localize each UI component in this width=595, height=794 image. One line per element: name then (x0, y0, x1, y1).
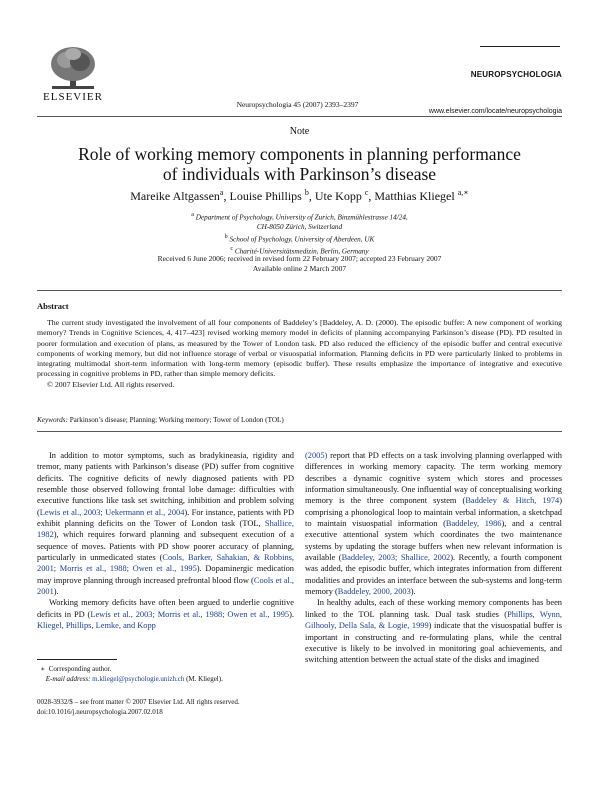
journal-url[interactable]: www.elsevier.com/locate/neuropsychologia (428, 108, 562, 115)
author-list: Mareike Altgassen$^a$, Louise Phillips $^b$, Ute Kopp $^c$, Matthias Kliegel $^{a,∗}$ (130, 188, 469, 203)
email-link[interactable]: m.kliegel@psychologie.unizh.ch (92, 674, 185, 683)
journal-name: NEUROPSYCHOLOGIA (470, 70, 562, 79)
title-line-1: Role of working memory components in planning performance (78, 144, 521, 164)
author-affil-marker[interactable]: a,∗ (457, 188, 469, 197)
paragraph: In healthy adults, each of these working memory components has been linked to the TOL planning task. Dual task studies (Phillips, Wynn, Gilhooly, Della Sala, & Logie, 1999) indicate that the visuospatial buffer is important in constructing and re-formulating plans, while the central executive is likely to be involved in monitoring goal achievements, and switching attention between the actual state of the disks and imagined (305, 598, 562, 665)
front-matter (37, 698, 337, 717)
citation-link[interactable]: Baddeley, 2000, 2003 (337, 587, 411, 597)
citation-link[interactable]: Cools et al., 2001 (37, 575, 295, 597)
title-line-2: of individuals with Parkinson’s disease (162, 164, 437, 184)
article-dates (37, 254, 562, 274)
citation-link[interactable]: Lewis et al., 2003; Uekermann et al., 2004 (39, 507, 185, 517)
author-name: Louise Phillips (229, 189, 302, 203)
body-column-left (37, 450, 294, 632)
header-divider (37, 116, 562, 117)
author-name: Mareike Altgassen (130, 189, 220, 203)
article-section: Note (289, 126, 310, 137)
keywords-list: Parkinson’s disease; Planning; Working memory; Tower of London (TOL) (69, 416, 284, 424)
paragraph: In addition to motor symptoms, such as bradykineasia, rigidity and tremor, many patients with Parkinson’s disease (PD) suffer from cognitive deficits. The cognitive deficits of newly diagnosed patients with PD resemble those observed following frontal lobe damage: difficulties with executive functions like task set switching, inhibition and problem solving (Lewis et al., 2003; Uekermann et al., 2004). For instance, patients with PD exhibit planning deficits on the Tower of London task (TOL, Shallice, 1982), which requires forward planning and subsequent execution of a sequence of moves. Patients with PD show poorer accuracy of planning, particularly in unmedicated states (Cools, Barker, Sahakian, & Robbins, 2001; Morris et al., 1988; Owen et al., 1995). Dopaminergic medication may improve planning through increased prefrontal blood flow (Cools et al., 2001). (37, 451, 295, 597)
paragraph: Working memory deficits have often been argued to underlie cognitive deficits in PD (Lewis et al., 2003; Morris et al., 1988; Owen et al., 1995). Kliegel, Phillips, Lemke, and Kopp (37, 598, 294, 631)
affiliations (37, 211, 562, 257)
article-title (37, 144, 562, 184)
footnote-rule (37, 659, 117, 660)
keywords-label: Keywords: (37, 416, 68, 424)
affiliation-a-cont: CH-8050 Zürich, Switzerland (256, 222, 343, 231)
author-affil-marker: b (304, 188, 309, 197)
available-online: Available online 2 March 2007 (252, 264, 347, 273)
header-rule (480, 46, 560, 47)
corresponding-author: ∗ Corresponding author. (40, 665, 112, 673)
citation-link[interactable]: Lewis et al., 2003; Morris et al., 1988; Owen et al., 1995 (90, 609, 290, 619)
author-affil-marker: c (364, 188, 369, 197)
doi-link[interactable]: doi:10.1016/j.neuropsychologia.2007.02.018 (37, 707, 163, 716)
affiliation-a: $^a$ Department of Psychology, University of Zurich, Binzmühlestrasse 14/24, (191, 212, 408, 222)
citation-link[interactable]: Baddeley, 1986 (445, 519, 502, 529)
publisher-name: ELSEVIER (43, 91, 103, 103)
keywords-divider (37, 431, 562, 432)
citation-link[interactable]: Cools, Barker, Sahakian, & Robbins, 2001; Morris et al., 1988; Owen et al., 1995 (37, 553, 294, 574)
author-name: Matthias Kliegel (374, 189, 455, 203)
footnote (37, 665, 294, 684)
citation-link[interactable]: (2005) (305, 451, 328, 460)
abstract-copyright: © 2007 Elsevier Ltd. All rights reserved. (47, 379, 175, 389)
citation-link[interactable]: Baddeley, 2003; Shallice, 2002 (341, 553, 451, 563)
journal-reference: Neuropsychologia 45 (2007) 2393–2397 (236, 100, 359, 109)
abstract-divider (37, 290, 562, 291)
citation-link[interactable]: Kliegel, Phillips, Lemke, and Kopp (37, 621, 156, 631)
affiliation-b: $^b$ School of Psychology, University of Aberdeen, UK (224, 233, 375, 243)
abstract-text: The current study investigated the involvement of all four components of Baddeley’s [Baddeley, A. D. (2000). The episodic buffer: A new component of working memory? Trends in Cognitive Sciences, 4, 417–423] revised working memory model in deficits of planning accompanying Parkinson’s disease (PD). PD resulted in poorer formulation and execution of plans, as measured by the Tower of London task. PD also reduced the efficiency of the episodic buffer and central executive components of working memory, but did not influence storage of verbal or visuospatial information. Planning deficits in PD were particularly linked to problems in integrating multimodal short-term information with long-term memory (episodic buffer). These results emphasize the importance of integrative and executive processing in cognitive problems in PD, rather than simple memory deficits. (37, 318, 562, 379)
issn-line: 0028-3932/$ – see front matter © 2007 Elsevier Ltd. All rights reserved. (37, 698, 240, 706)
author-affil-marker: a (219, 188, 224, 197)
abstract-heading: Abstract (37, 301, 69, 311)
keywords (37, 416, 562, 424)
received-dates: Received 6 June 2006; received in revised form 22 February 2007; accepted 23 February 2007 (157, 254, 442, 263)
citation-link[interactable]: Phillips, Wynn, Gilhooly, Della Sala, & Logie, 1999 (305, 609, 562, 631)
email-line: E-mail address: m.kliegel@psychologie.unizh.ch (M. Kliegel). (45, 674, 223, 683)
author-name: Ute Kopp (314, 189, 362, 203)
body-column-right (305, 450, 562, 666)
abstract-body (37, 318, 562, 390)
citation-link[interactable]: Shallice, 1982 (37, 519, 294, 540)
citation-link[interactable]: Baddeley & Hitch, 1974 (465, 496, 560, 506)
affiliation-c: $^c$ Charité-Universitätsmedizin, Berlin, Germany (230, 245, 369, 255)
paragraph: (2005) report that PD effects on a task involving planning overlapped with differences in working memory capacity. The term working memory describes a dynamic cognitive system which stores and processes information simultaneously. One influential way of conceptualising working memory is the three component system (Baddeley & Hitch, 1974) comprising a phonological loop to maintain verbal information, a sketchpad to maintain visuospatial information (Baddeley, 1986), and a central executive attentional system which coordinates the two maintenance systems by updating the storage buffers when new relevant information is available (Baddeley, 2003; Shallice, 2002). Recently, a fourth component was added, the episodic buffer, which integrates information from different modalities and provides an interface between the sub-systems and long-term memory (Baddeley, 2000, 2003). (305, 451, 563, 597)
publisher-logo (38, 44, 108, 106)
elsevier-tree-icon (48, 44, 98, 90)
